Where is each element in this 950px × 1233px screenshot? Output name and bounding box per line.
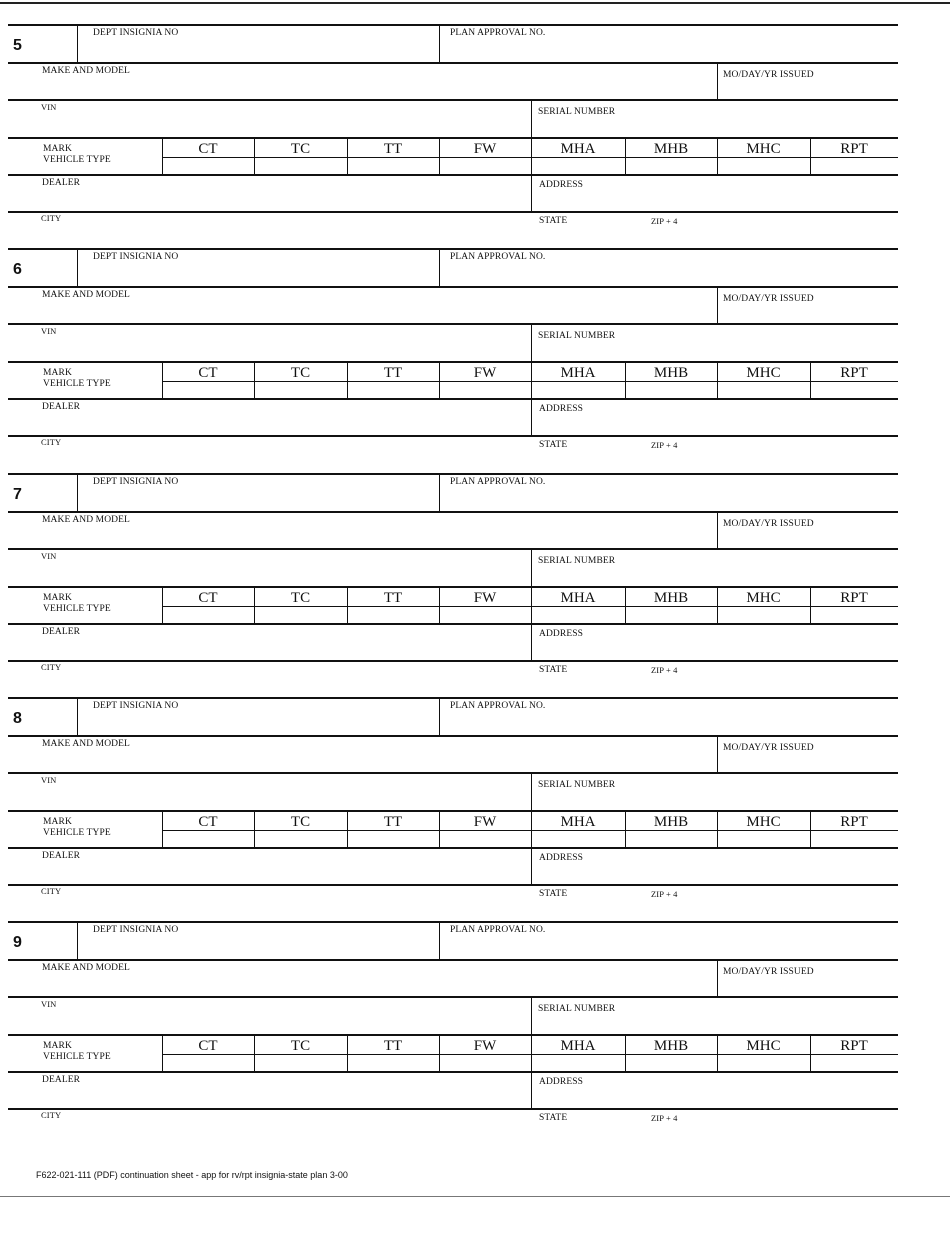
serial-number-label: SERIAL NUMBER bbox=[538, 107, 616, 117]
vehicle-type-tc: TC bbox=[290, 141, 311, 157]
vehicle-type-mhb: MHB bbox=[653, 814, 689, 830]
serial-number-label: SERIAL NUMBER bbox=[538, 331, 616, 341]
plan-approval-no-label: PLAN APPROVAL NO. bbox=[450, 28, 546, 38]
state-label: STATE bbox=[539, 216, 568, 226]
issued-date-divider bbox=[717, 735, 718, 773]
vehicle-type-mha: MHA bbox=[560, 590, 596, 606]
mo-day-yr-issued-label: MO/DAY/YR ISSUED bbox=[723, 519, 814, 529]
vehicle-type-tc: TC bbox=[290, 814, 311, 830]
vehicle-type-ct: CT bbox=[198, 590, 218, 606]
vehicle-type-rpt: RPT bbox=[840, 1038, 868, 1054]
address-label: ADDRESS bbox=[539, 404, 583, 414]
row-rule-city bbox=[8, 435, 898, 437]
row-rule-city bbox=[8, 660, 898, 662]
row-rule-dealer bbox=[8, 847, 898, 849]
row-rule-vin bbox=[8, 772, 898, 774]
vehicle-type-ct: CT bbox=[198, 141, 218, 157]
state-label: STATE bbox=[539, 889, 568, 899]
entry-number-divider bbox=[77, 24, 78, 62]
mark-label: MARK bbox=[43, 368, 72, 378]
entry-number-divider bbox=[77, 697, 78, 735]
row-rule-city bbox=[8, 1108, 898, 1110]
address-divider bbox=[531, 623, 532, 660]
page-bottom-rule bbox=[0, 1196, 950, 1197]
serial-number-divider bbox=[531, 772, 532, 810]
serial-number-divider bbox=[531, 99, 532, 137]
city-label: CITY bbox=[41, 1110, 62, 1120]
vehicle-type-label: VEHICLE TYPE bbox=[43, 828, 111, 838]
city-label: CITY bbox=[41, 886, 62, 896]
vehicle-entry-block bbox=[8, 697, 898, 920]
entry-number: 5 bbox=[13, 37, 22, 54]
row-rule-dealer bbox=[8, 174, 898, 176]
zip-label: ZIP + 4 bbox=[651, 440, 678, 450]
plan-approval-divider bbox=[439, 248, 440, 286]
vin-label: VIN bbox=[41, 551, 57, 561]
row-rule-make bbox=[8, 959, 898, 961]
vehicle-type-mhc: MHC bbox=[746, 365, 781, 381]
plan-approval-no-label: PLAN APPROVAL NO. bbox=[450, 925, 546, 935]
address-divider bbox=[531, 398, 532, 435]
serial-number-label: SERIAL NUMBER bbox=[538, 780, 616, 790]
vin-label: VIN bbox=[41, 102, 57, 112]
plan-approval-divider bbox=[439, 473, 440, 511]
row-rule-vin bbox=[8, 323, 898, 325]
vehicle-type-label: VEHICLE TYPE bbox=[43, 155, 111, 165]
vehicle-type-tt: TT bbox=[383, 141, 403, 157]
make-and-model-label: MAKE AND MODEL bbox=[42, 66, 130, 76]
page-top-rule bbox=[0, 2, 950, 4]
vehicle-type-mhb: MHB bbox=[653, 1038, 689, 1054]
plan-approval-no-label: PLAN APPROVAL NO. bbox=[450, 701, 546, 711]
vehicle-type-rpt: RPT bbox=[840, 365, 868, 381]
mark-label: MARK bbox=[43, 593, 72, 603]
mo-day-yr-issued-label: MO/DAY/YR ISSUED bbox=[723, 294, 814, 304]
city-label: CITY bbox=[41, 213, 62, 223]
vehicle-type-mha: MHA bbox=[560, 1038, 596, 1054]
vehicle-type-fw: FW bbox=[473, 1038, 497, 1054]
entry-number-divider bbox=[77, 921, 78, 959]
vehicle-entry-block bbox=[8, 921, 898, 1144]
vehicle-type-mha: MHA bbox=[560, 814, 596, 830]
row-rule-dealer bbox=[8, 398, 898, 400]
row-rule-dealer bbox=[8, 1071, 898, 1073]
make-and-model-label: MAKE AND MODEL bbox=[42, 963, 130, 973]
row-rule-vin bbox=[8, 99, 898, 101]
issued-date-divider bbox=[717, 286, 718, 324]
mo-day-yr-issued-label: MO/DAY/YR ISSUED bbox=[723, 967, 814, 977]
vin-label: VIN bbox=[41, 999, 57, 1009]
row-rule-vin bbox=[8, 996, 898, 998]
state-label: STATE bbox=[539, 1113, 568, 1123]
vehicle-type-ct: CT bbox=[198, 1038, 218, 1054]
row-rule-city bbox=[8, 884, 898, 886]
state-label: STATE bbox=[539, 440, 568, 450]
vehicle-type-ct: CT bbox=[198, 814, 218, 830]
entry-number-divider bbox=[77, 473, 78, 511]
plan-approval-no-label: PLAN APPROVAL NO. bbox=[450, 252, 546, 262]
plan-approval-divider bbox=[439, 24, 440, 62]
address-divider bbox=[531, 1071, 532, 1108]
row-rule-make bbox=[8, 511, 898, 513]
dept-insignia-no-label: DEPT INSIGNIA NO bbox=[93, 925, 179, 935]
row-rule-make bbox=[8, 286, 898, 288]
state-label: STATE bbox=[539, 665, 568, 675]
address-divider bbox=[531, 174, 532, 211]
dealer-label: DEALER bbox=[42, 627, 81, 637]
issued-date-divider bbox=[717, 959, 718, 997]
city-label: CITY bbox=[41, 437, 62, 447]
vehicle-type-rpt: RPT bbox=[840, 141, 868, 157]
vehicle-type-mha: MHA bbox=[560, 141, 596, 157]
vehicle-type-tc: TC bbox=[290, 1038, 311, 1054]
entry-number: 6 bbox=[13, 261, 22, 278]
address-divider bbox=[531, 847, 532, 884]
vehicle-type-tt: TT bbox=[383, 590, 403, 606]
vehicle-type-rpt: RPT bbox=[840, 590, 868, 606]
row-rule-make bbox=[8, 735, 898, 737]
row-rule-top bbox=[8, 473, 898, 475]
vehicle-type-mha: MHA bbox=[560, 365, 596, 381]
vehicle-type-fw: FW bbox=[473, 590, 497, 606]
dept-insignia-no-label: DEPT INSIGNIA NO bbox=[93, 252, 179, 262]
vehicle-entry-block bbox=[8, 473, 898, 696]
issued-date-divider bbox=[717, 511, 718, 549]
vehicle-type-label: VEHICLE TYPE bbox=[43, 604, 111, 614]
form-footer: F622-021-111 (PDF) continuation sheet - app for rv/rpt insignia-state plan 3-00 bbox=[36, 1170, 348, 1180]
plan-approval-divider bbox=[439, 697, 440, 735]
mo-day-yr-issued-label: MO/DAY/YR ISSUED bbox=[723, 743, 814, 753]
dealer-label: DEALER bbox=[42, 178, 81, 188]
make-and-model-label: MAKE AND MODEL bbox=[42, 290, 130, 300]
vehicle-type-fw: FW bbox=[473, 814, 497, 830]
serial-number-divider bbox=[531, 548, 532, 586]
row-rule-top bbox=[8, 921, 898, 923]
row-rule-dealer bbox=[8, 623, 898, 625]
vehicle-type-fw: FW bbox=[473, 141, 497, 157]
vehicle-type-mhc: MHC bbox=[746, 1038, 781, 1054]
dealer-label: DEALER bbox=[42, 402, 81, 412]
vin-label: VIN bbox=[41, 326, 57, 336]
vehicle-type-tt: TT bbox=[383, 814, 403, 830]
vehicle-type-mhc: MHC bbox=[746, 590, 781, 606]
entry-number: 7 bbox=[13, 486, 22, 503]
zip-label: ZIP + 4 bbox=[651, 216, 678, 226]
vehicle-type-label: VEHICLE TYPE bbox=[43, 379, 111, 389]
dealer-label: DEALER bbox=[42, 1075, 81, 1085]
mark-label: MARK bbox=[43, 144, 72, 154]
entry-number: 9 bbox=[13, 934, 22, 951]
city-label: CITY bbox=[41, 662, 62, 672]
row-rule-vin bbox=[8, 548, 898, 550]
vehicle-type-tt: TT bbox=[383, 1038, 403, 1054]
serial-number-label: SERIAL NUMBER bbox=[538, 1004, 616, 1014]
dealer-label: DEALER bbox=[42, 851, 81, 861]
mo-day-yr-issued-label: MO/DAY/YR ISSUED bbox=[723, 70, 814, 80]
issued-date-divider bbox=[717, 62, 718, 100]
address-label: ADDRESS bbox=[539, 180, 583, 190]
plan-approval-no-label: PLAN APPROVAL NO. bbox=[450, 477, 546, 487]
row-rule-top bbox=[8, 24, 898, 26]
zip-label: ZIP + 4 bbox=[651, 1113, 678, 1123]
dept-insignia-no-label: DEPT INSIGNIA NO bbox=[93, 28, 179, 38]
entry-number: 8 bbox=[13, 710, 22, 727]
serial-number-divider bbox=[531, 323, 532, 361]
vehicle-entry-block bbox=[8, 24, 898, 247]
zip-label: ZIP + 4 bbox=[651, 889, 678, 899]
row-rule-top bbox=[8, 697, 898, 699]
vehicle-type-rpt: RPT bbox=[840, 814, 868, 830]
plan-approval-divider bbox=[439, 921, 440, 959]
vehicle-type-tc: TC bbox=[290, 590, 311, 606]
row-rule-make bbox=[8, 62, 898, 64]
dept-insignia-no-label: DEPT INSIGNIA NO bbox=[93, 701, 179, 711]
vehicle-type-mhb: MHB bbox=[653, 365, 689, 381]
vehicle-type-ct: CT bbox=[198, 365, 218, 381]
vehicle-type-tt: TT bbox=[383, 365, 403, 381]
vehicle-type-mhb: MHB bbox=[653, 590, 689, 606]
vehicle-type-mhc: MHC bbox=[746, 141, 781, 157]
vehicle-type-mhc: MHC bbox=[746, 814, 781, 830]
zip-label: ZIP + 4 bbox=[651, 665, 678, 675]
entry-number-divider bbox=[77, 248, 78, 286]
make-and-model-label: MAKE AND MODEL bbox=[42, 739, 130, 749]
address-label: ADDRESS bbox=[539, 853, 583, 863]
row-rule-city bbox=[8, 211, 898, 213]
make-and-model-label: MAKE AND MODEL bbox=[42, 515, 130, 525]
vehicle-type-mhb: MHB bbox=[653, 141, 689, 157]
address-label: ADDRESS bbox=[539, 629, 583, 639]
vehicle-type-tc: TC bbox=[290, 365, 311, 381]
serial-number-label: SERIAL NUMBER bbox=[538, 556, 616, 566]
vehicle-type-label: VEHICLE TYPE bbox=[43, 1052, 111, 1062]
mark-label: MARK bbox=[43, 817, 72, 827]
vin-label: VIN bbox=[41, 775, 57, 785]
row-rule-top bbox=[8, 248, 898, 250]
vehicle-type-fw: FW bbox=[473, 365, 497, 381]
dept-insignia-no-label: DEPT INSIGNIA NO bbox=[93, 477, 179, 487]
mark-label: MARK bbox=[43, 1041, 72, 1051]
serial-number-divider bbox=[531, 996, 532, 1034]
address-label: ADDRESS bbox=[539, 1077, 583, 1087]
vehicle-entry-block bbox=[8, 248, 898, 471]
